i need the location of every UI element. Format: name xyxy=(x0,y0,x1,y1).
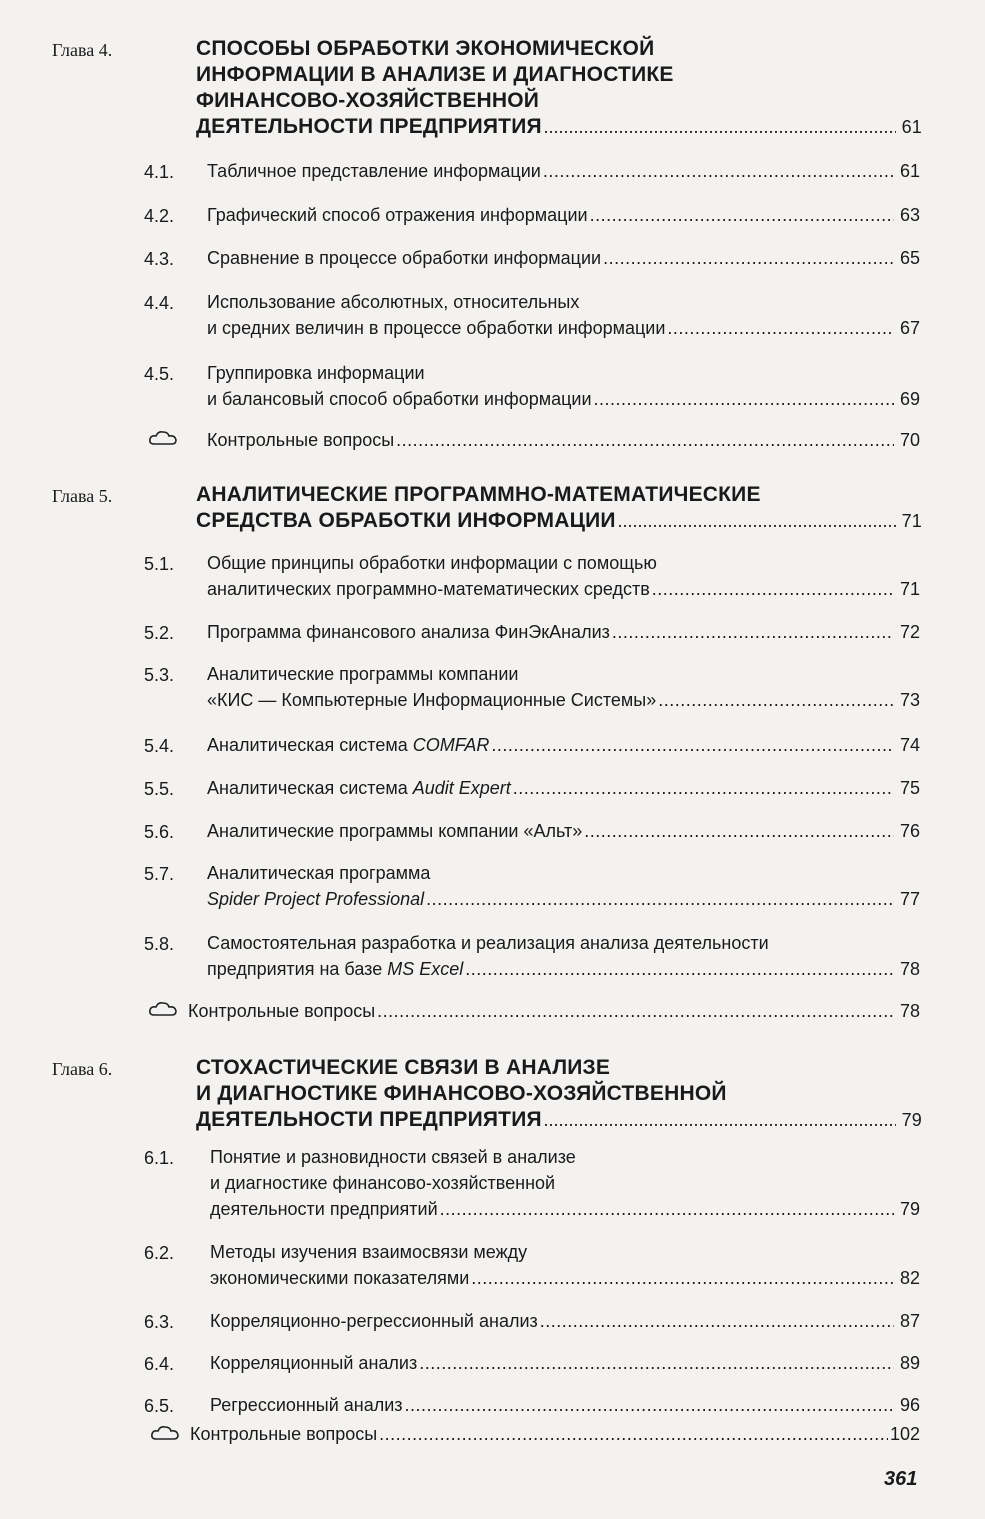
section-number: 4.1. xyxy=(144,162,175,182)
cloud-icon xyxy=(148,999,178,1019)
section-title: Табличное представление информации ..... 61 xyxy=(207,158,920,184)
section-number: 4.3. xyxy=(144,249,175,269)
section-title: Сравнение в процессе обработки информации ..... 65 xyxy=(207,245,920,271)
section-number: 5.3. xyxy=(144,665,175,685)
section-title: Группировка информации и балансовый способ обработки информации ..... 69 xyxy=(207,360,920,412)
section-number: 6.2. xyxy=(144,1243,175,1263)
chapter-title: АНАЛИТИЧЕСКИЕ ПРОГРАММНО-МАТЕМАТИЧЕСКИЕ СРЕДСТВА ОБРАБОТКИ ИНФОРМАЦИИ ..... 71 xyxy=(196,482,922,534)
page-ref: 72 xyxy=(899,622,920,642)
section-number: 5.2. xyxy=(144,623,175,643)
page-ref: 78 xyxy=(899,959,920,979)
section-title: Регрессионный анализ ..... 96 xyxy=(210,1392,920,1418)
section-title: Аналитическая система COMFAR ..... 74 xyxy=(207,732,920,758)
page-ref: 63 xyxy=(899,205,920,225)
chapter-label: Глава 6. xyxy=(52,1059,113,1079)
page-ref: 67 xyxy=(899,318,920,338)
page-ref: 77 xyxy=(899,889,920,909)
section-number: 4.4. xyxy=(144,293,175,313)
section-number: 6.1. xyxy=(144,1148,175,1168)
section-number: 5.4. xyxy=(144,736,175,756)
page-ref: 89 xyxy=(899,1353,920,1373)
cloud-icon xyxy=(150,1423,180,1443)
section-number: 5.8. xyxy=(144,934,175,954)
chapter-title: СТОХАСТИЧЕСКИЕ СВЯЗИ В АНАЛИЗЕ И ДИАГНОСТИКЕ ФИНАНСОВО-ХОЗЯЙСТВЕННОЙ ДЕЯТЕЛЬНОСТИ ПРЕДПРИЯТИЯ ..... 79 xyxy=(196,1055,922,1133)
page-ref: 82 xyxy=(899,1268,920,1288)
page-ref: 74 xyxy=(899,735,920,755)
section-title: Аналитические программы компании «КИС — Компьютерные Информационные Системы» ..... 73 xyxy=(207,661,920,713)
section-number: 5.1. xyxy=(144,554,175,574)
section-title: Аналитическая система Audit Expert ..... 75 xyxy=(207,775,920,801)
page-ref: 65 xyxy=(899,248,920,268)
chapter-title: СПОСОБЫ ОБРАБОТКИ ЭКОНОМИЧЕСКОЙ ИНФОРМАЦИИ В АНАЛИЗЕ И ДИАГНОСТИКЕ ФИНАНСОВО-ХОЗЯЙСТВЕННОЙ ДЕЯТЕЛЬНОСТИ ПРЕДПРИЯТИЯ ..... 61 xyxy=(196,36,922,140)
page-ref: 87 xyxy=(899,1311,920,1331)
page-number: 361 xyxy=(884,1468,918,1490)
cloud-icon xyxy=(148,428,178,448)
section-title: Самостоятельная разработка и реализация анализа деятельности предприятия на базе MS Excel ..... 78 xyxy=(207,930,920,982)
page-ref: 61 xyxy=(901,117,922,137)
section-number: 6.3. xyxy=(144,1312,175,1332)
review-questions: Контрольные вопросы ..... 102 xyxy=(190,1421,920,1447)
section-title: Методы изучения взаимосвязи между экономическими показателями ..... 82 xyxy=(210,1239,920,1291)
section-title: Графический способ отражения информации ..... 63 xyxy=(207,202,920,228)
section-number: 5.7. xyxy=(144,864,175,884)
section-title: Аналитические программы компании «Альт» ..... 76 xyxy=(207,818,920,844)
page-ref: 75 xyxy=(899,778,920,798)
section-title: Общие принципы обработки информации с помощью аналитических программно-математических средств ..... 71 xyxy=(207,550,920,602)
page-ref: 70 xyxy=(899,430,920,450)
page-ref: 96 xyxy=(899,1395,920,1415)
page-ref: 79 xyxy=(901,1110,922,1130)
section-title: Использование абсолютных, относительных и средних величин в процессе обработки информации ..... 67 xyxy=(207,289,920,341)
section-number: 5.5. xyxy=(144,779,175,799)
page-ref: 78 xyxy=(899,1001,920,1021)
page-ref: 71 xyxy=(901,511,922,531)
section-title: Аналитическая программа Spider Project Professional ..... 77 xyxy=(207,860,920,912)
review-questions: Контрольные вопросы ..... 78 xyxy=(188,998,920,1024)
page-ref: 79 xyxy=(899,1199,920,1219)
section-number: 5.6. xyxy=(144,822,175,842)
section-title: Понятие и разновидности связей в анализе и диагностике финансово-хозяйственной деятельности предприятий ..... 79 xyxy=(210,1144,920,1222)
section-title: Корреляционный анализ ..... 89 xyxy=(210,1350,920,1376)
page-ref: 71 xyxy=(899,579,920,599)
section-title: Корреляционно-регрессионный анализ ..... 87 xyxy=(210,1308,920,1334)
section-title: Программа финансового анализа ФинЭкАнализ ..... 72 xyxy=(207,619,920,645)
section-number: 6.4. xyxy=(144,1354,175,1374)
page-ref: 76 xyxy=(899,821,920,841)
chapter-label: Глава 5. xyxy=(52,486,113,506)
page-ref: 102 xyxy=(889,1424,920,1444)
page-ref: 61 xyxy=(899,161,920,181)
section-number: 6.5. xyxy=(144,1396,175,1416)
chapter-label: Глава 4. xyxy=(52,40,113,60)
section-number: 4.5. xyxy=(144,364,175,384)
review-questions: Контрольные вопросы ..... 70 xyxy=(207,427,920,453)
section-number: 4.2. xyxy=(144,206,175,226)
page-ref: 73 xyxy=(899,690,920,710)
page-ref: 69 xyxy=(899,389,920,409)
